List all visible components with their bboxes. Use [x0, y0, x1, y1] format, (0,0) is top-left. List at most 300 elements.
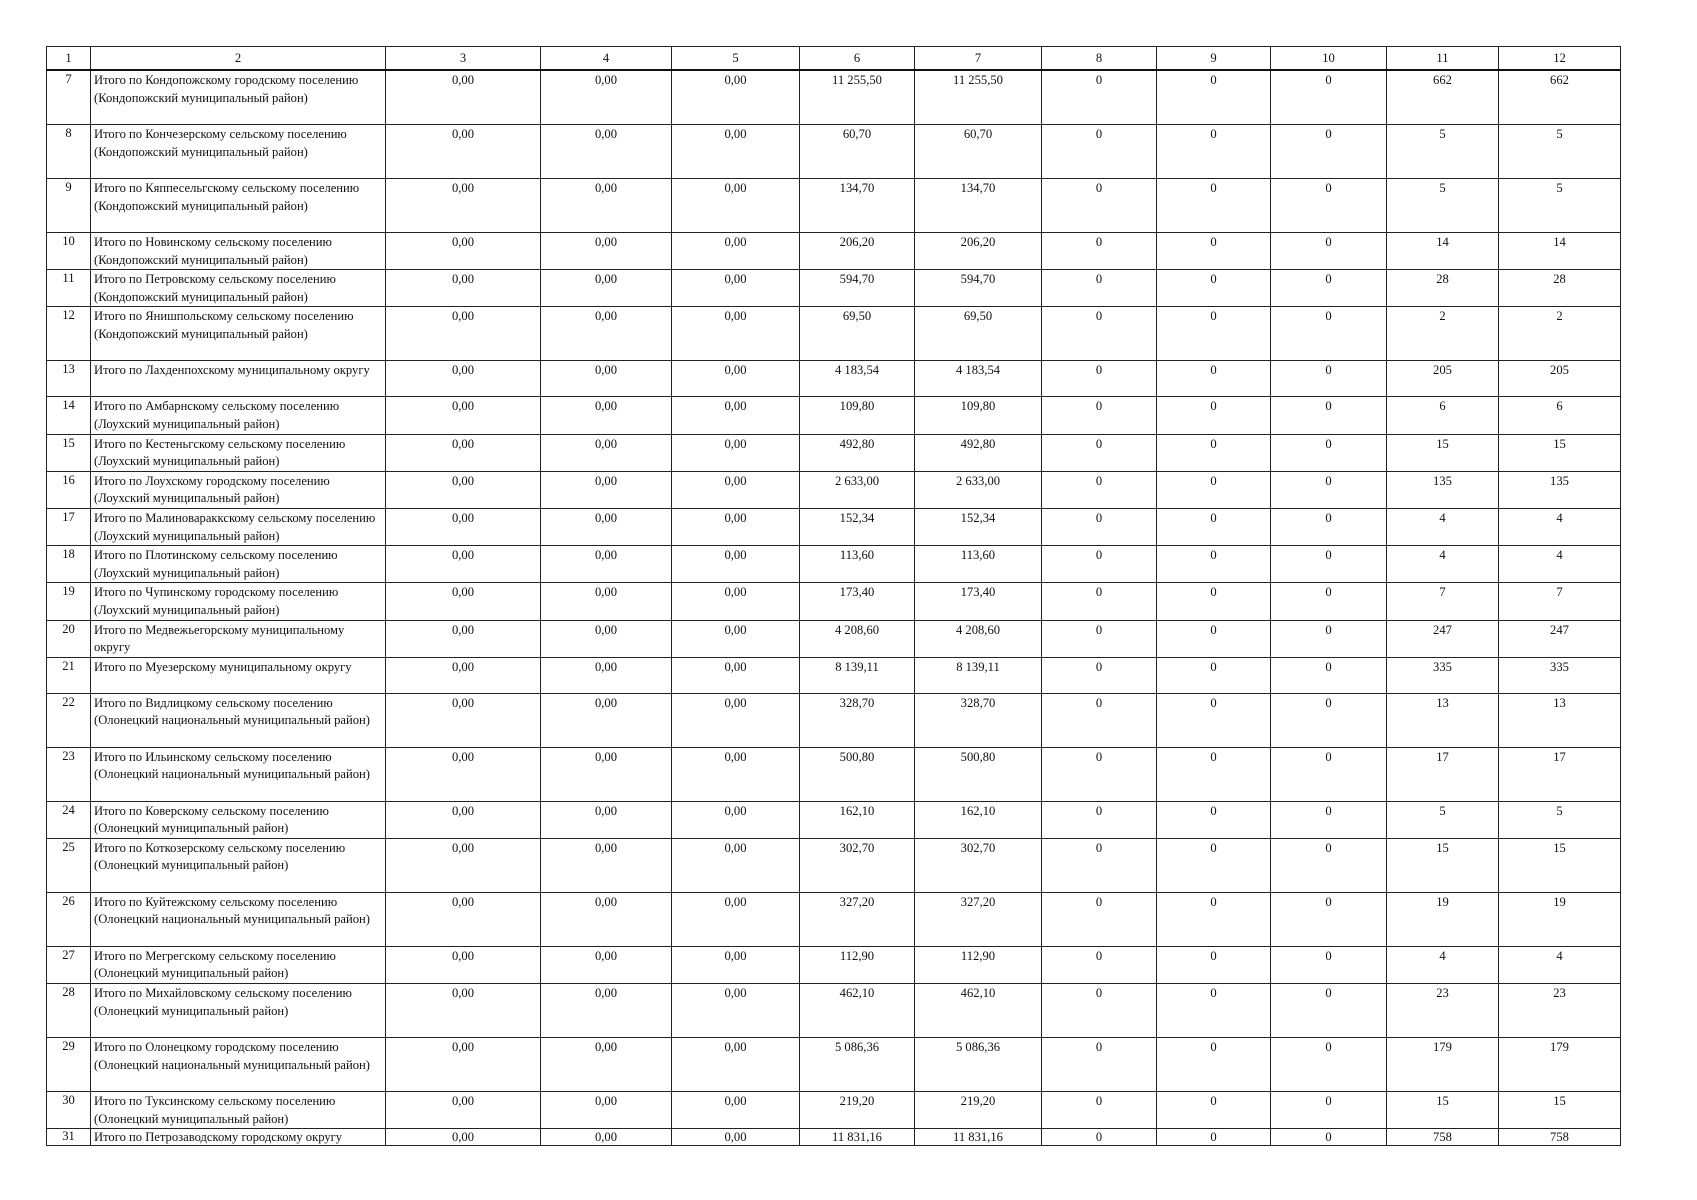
value-cell-c10: 0	[1271, 693, 1387, 747]
value-cell-c12: 335	[1499, 657, 1621, 693]
value-cell-c8: 0	[1042, 471, 1157, 508]
value-cell-c6: 2 633,00	[800, 471, 915, 508]
value-cell-c11: 6	[1387, 397, 1499, 434]
value-cell-c12: 758	[1499, 1129, 1621, 1146]
value-cell-c3: 0,00	[386, 946, 541, 983]
row-number-cell: 28	[47, 984, 91, 1038]
value-cell-c11: 662	[1387, 70, 1499, 125]
row-name-cell: Итого по Кончезерскому сельскому поселению (Кондопожский муниципальный район)	[91, 125, 386, 179]
value-cell-c10: 0	[1271, 620, 1387, 657]
row-number-cell: 21	[47, 657, 91, 693]
value-cell-c6: 8 139,11	[800, 657, 915, 693]
value-cell-c10: 0	[1271, 1038, 1387, 1092]
value-cell-c5: 0,00	[672, 801, 800, 838]
row-name-cell: Итого по Туксинскому сельскому поселению (Олонецкий муниципальный район)	[91, 1092, 386, 1129]
value-cell-c3: 0,00	[386, 307, 541, 361]
row-number-cell: 24	[47, 801, 91, 838]
column-number: 9	[1157, 47, 1271, 71]
value-cell-c11: 7	[1387, 583, 1499, 620]
value-cell-c7: 500,80	[915, 747, 1042, 801]
value-cell-c10: 0	[1271, 471, 1387, 508]
table-row	[47, 546, 1621, 583]
value-cell-c11: 13	[1387, 693, 1499, 747]
value-cell-c5: 0,00	[672, 747, 800, 801]
value-cell-c10: 0	[1271, 546, 1387, 583]
value-cell-c3: 0,00	[386, 747, 541, 801]
table-row	[47, 1129, 1621, 1146]
value-cell-c8: 0	[1042, 361, 1157, 397]
value-cell-c6: 69,50	[800, 307, 915, 361]
value-cell-c5: 0,00	[672, 1129, 800, 1146]
table-row	[47, 125, 1621, 179]
value-cell-c9: 0	[1157, 508, 1271, 545]
row-number-cell: 7	[47, 70, 91, 125]
value-cell-c12: 5	[1499, 801, 1621, 838]
row-name-cell: Итого по Янишпольскому сельскому поселению (Кондопожский муниципальный район)	[91, 307, 386, 361]
value-cell-c11: 19	[1387, 892, 1499, 946]
value-cell-c11: 2	[1387, 307, 1499, 361]
value-cell-c6: 594,70	[800, 270, 915, 307]
value-cell-c12: 2	[1499, 307, 1621, 361]
value-cell-c3: 0,00	[386, 1038, 541, 1092]
value-cell-c7: 109,80	[915, 397, 1042, 434]
value-cell-c10: 0	[1271, 747, 1387, 801]
value-cell-c11: 23	[1387, 984, 1499, 1038]
row-number-cell: 25	[47, 838, 91, 892]
value-cell-c12: 17	[1499, 747, 1621, 801]
row-name-cell: Итого по Муезерскому муниципальному округу	[91, 657, 386, 693]
value-cell-c6: 162,10	[800, 801, 915, 838]
table-row	[47, 583, 1621, 620]
value-cell-c8: 0	[1042, 270, 1157, 307]
value-cell-c8: 0	[1042, 508, 1157, 545]
row-number-cell: 17	[47, 508, 91, 545]
row-number-cell: 27	[47, 946, 91, 983]
value-cell-c10: 0	[1271, 179, 1387, 233]
value-cell-c7: 162,10	[915, 801, 1042, 838]
value-cell-c3: 0,00	[386, 397, 541, 434]
value-cell-c3: 0,00	[386, 70, 541, 125]
value-cell-c7: 4 183,54	[915, 361, 1042, 397]
value-cell-c6: 5 086,36	[800, 1038, 915, 1092]
value-cell-c7: 5 086,36	[915, 1038, 1042, 1092]
value-cell-c12: 205	[1499, 361, 1621, 397]
table-row	[47, 307, 1621, 361]
value-cell-c9: 0	[1157, 434, 1271, 471]
value-cell-c7: 69,50	[915, 307, 1042, 361]
value-cell-c6: 492,80	[800, 434, 915, 471]
value-cell-c8: 0	[1042, 838, 1157, 892]
value-cell-c4: 0,00	[541, 307, 672, 361]
value-cell-c3: 0,00	[386, 892, 541, 946]
value-cell-c10: 0	[1271, 657, 1387, 693]
table-row	[47, 270, 1621, 307]
value-cell-c12: 662	[1499, 70, 1621, 125]
value-cell-c3: 0,00	[386, 657, 541, 693]
value-cell-c10: 0	[1271, 434, 1387, 471]
value-cell-c11: 15	[1387, 838, 1499, 892]
row-name-cell: Итого по Лахденпохскому муниципальному округу	[91, 361, 386, 397]
value-cell-c9: 0	[1157, 307, 1271, 361]
value-cell-c9: 0	[1157, 946, 1271, 983]
value-cell-c9: 0	[1157, 179, 1271, 233]
value-cell-c11: 4	[1387, 946, 1499, 983]
column-number: 5	[672, 47, 800, 71]
value-cell-c4: 0,00	[541, 801, 672, 838]
value-cell-c5: 0,00	[672, 984, 800, 1038]
column-number: 8	[1042, 47, 1157, 71]
value-cell-c8: 0	[1042, 1092, 1157, 1129]
value-cell-c10: 0	[1271, 70, 1387, 125]
value-cell-c9: 0	[1157, 583, 1271, 620]
table-row	[47, 693, 1621, 747]
table-row	[47, 946, 1621, 983]
value-cell-c7: 2 633,00	[915, 471, 1042, 508]
column-number: 12	[1499, 47, 1621, 71]
row-name-cell: Итого по Петровскому сельскому поселению (Кондопожский муниципальный район)	[91, 270, 386, 307]
value-cell-c8: 0	[1042, 1038, 1157, 1092]
row-name-cell: Итого по Кестеньгскому сельскому поселению (Лоухский муниципальный район)	[91, 434, 386, 471]
value-cell-c9: 0	[1157, 620, 1271, 657]
value-cell-c9: 0	[1157, 747, 1271, 801]
value-cell-c12: 13	[1499, 693, 1621, 747]
value-cell-c5: 0,00	[672, 838, 800, 892]
table-row	[47, 471, 1621, 508]
value-cell-c9: 0	[1157, 1038, 1271, 1092]
value-cell-c7: 462,10	[915, 984, 1042, 1038]
row-name-cell: Итого по Лоухскому городскому поселению (Лоухский муниципальный район)	[91, 471, 386, 508]
row-name-cell: Итого по Чупинскому городскому поселению (Лоухский муниципальный район)	[91, 583, 386, 620]
value-cell-c11: 5	[1387, 125, 1499, 179]
column-number: 1	[47, 47, 91, 71]
value-cell-c8: 0	[1042, 70, 1157, 125]
value-cell-c5: 0,00	[672, 270, 800, 307]
column-number: 3	[386, 47, 541, 71]
value-cell-c4: 0,00	[541, 693, 672, 747]
value-cell-c7: 173,40	[915, 583, 1042, 620]
row-number-cell: 14	[47, 397, 91, 434]
value-cell-c6: 112,90	[800, 946, 915, 983]
value-cell-c9: 0	[1157, 546, 1271, 583]
value-cell-c5: 0,00	[672, 583, 800, 620]
value-cell-c4: 0,00	[541, 361, 672, 397]
value-cell-c7: 113,60	[915, 546, 1042, 583]
value-cell-c9: 0	[1157, 397, 1271, 434]
row-number-cell: 15	[47, 434, 91, 471]
value-cell-c6: 462,10	[800, 984, 915, 1038]
column-number: 10	[1271, 47, 1387, 71]
value-cell-c4: 0,00	[541, 747, 672, 801]
table-row	[47, 508, 1621, 545]
table-row	[47, 397, 1621, 434]
value-cell-c5: 0,00	[672, 1038, 800, 1092]
value-cell-c10: 0	[1271, 984, 1387, 1038]
value-cell-c9: 0	[1157, 270, 1271, 307]
value-cell-c12: 5	[1499, 125, 1621, 179]
value-cell-c9: 0	[1157, 801, 1271, 838]
value-cell-c6: 219,20	[800, 1092, 915, 1129]
table-row	[47, 179, 1621, 233]
value-cell-c10: 0	[1271, 361, 1387, 397]
table-row	[47, 361, 1621, 397]
value-cell-c10: 0	[1271, 892, 1387, 946]
value-cell-c7: 594,70	[915, 270, 1042, 307]
row-number-cell: 23	[47, 747, 91, 801]
value-cell-c8: 0	[1042, 233, 1157, 270]
value-cell-c6: 113,60	[800, 546, 915, 583]
value-cell-c9: 0	[1157, 657, 1271, 693]
value-cell-c5: 0,00	[672, 657, 800, 693]
value-cell-c11: 135	[1387, 471, 1499, 508]
value-cell-c8: 0	[1042, 657, 1157, 693]
table-row	[47, 657, 1621, 693]
value-cell-c12: 6	[1499, 397, 1621, 434]
value-cell-c12: 28	[1499, 270, 1621, 307]
value-cell-c8: 0	[1042, 125, 1157, 179]
table-row	[47, 70, 1621, 125]
value-cell-c6: 327,20	[800, 892, 915, 946]
row-number-cell: 11	[47, 270, 91, 307]
value-cell-c4: 0,00	[541, 1038, 672, 1092]
row-name-cell: Итого по Видлицкому сельскому поселению (Олонецкий национальный муниципальный район)	[91, 693, 386, 747]
value-cell-c7: 327,20	[915, 892, 1042, 946]
column-number: 6	[800, 47, 915, 71]
row-name-cell: Итого по Олонецкому городскому поселению (Олонецкий национальный муниципальный район)	[91, 1038, 386, 1092]
value-cell-c10: 0	[1271, 801, 1387, 838]
value-cell-c7: 4 208,60	[915, 620, 1042, 657]
value-cell-c12: 247	[1499, 620, 1621, 657]
value-cell-c9: 0	[1157, 838, 1271, 892]
data-table	[46, 46, 1621, 1146]
value-cell-c12: 179	[1499, 1038, 1621, 1092]
value-cell-c8: 0	[1042, 620, 1157, 657]
table-row	[47, 1092, 1621, 1129]
table-row	[47, 984, 1621, 1038]
value-cell-c4: 0,00	[541, 270, 672, 307]
value-cell-c3: 0,00	[386, 179, 541, 233]
value-cell-c10: 0	[1271, 307, 1387, 361]
value-cell-c12: 15	[1499, 1092, 1621, 1129]
value-cell-c6: 173,40	[800, 583, 915, 620]
value-cell-c7: 492,80	[915, 434, 1042, 471]
value-cell-c3: 0,00	[386, 361, 541, 397]
value-cell-c5: 0,00	[672, 125, 800, 179]
value-cell-c12: 4	[1499, 546, 1621, 583]
value-cell-c12: 23	[1499, 984, 1621, 1038]
table-row	[47, 838, 1621, 892]
table-body	[47, 47, 1621, 1146]
value-cell-c9: 0	[1157, 984, 1271, 1038]
value-cell-c3: 0,00	[386, 508, 541, 545]
row-name-cell: Итого по Коверскому сельскому поселению (Олонецкий муниципальный район)	[91, 801, 386, 838]
value-cell-c8: 0	[1042, 801, 1157, 838]
value-cell-c4: 0,00	[541, 397, 672, 434]
value-cell-c3: 0,00	[386, 801, 541, 838]
value-cell-c10: 0	[1271, 508, 1387, 545]
value-cell-c11: 17	[1387, 747, 1499, 801]
value-cell-c8: 0	[1042, 434, 1157, 471]
value-cell-c5: 0,00	[672, 1092, 800, 1129]
value-cell-c11: 15	[1387, 434, 1499, 471]
row-number-cell: 18	[47, 546, 91, 583]
row-number-cell: 30	[47, 1092, 91, 1129]
row-number-cell: 29	[47, 1038, 91, 1092]
value-cell-c8: 0	[1042, 583, 1157, 620]
column-number: 11	[1387, 47, 1499, 71]
value-cell-c9: 0	[1157, 70, 1271, 125]
value-cell-c5: 0,00	[672, 620, 800, 657]
value-cell-c10: 0	[1271, 583, 1387, 620]
value-cell-c4: 0,00	[541, 984, 672, 1038]
value-cell-c10: 0	[1271, 233, 1387, 270]
value-cell-c6: 500,80	[800, 747, 915, 801]
value-cell-c7: 60,70	[915, 125, 1042, 179]
value-cell-c4: 0,00	[541, 125, 672, 179]
value-cell-c12: 4	[1499, 946, 1621, 983]
value-cell-c4: 0,00	[541, 946, 672, 983]
value-cell-c4: 0,00	[541, 434, 672, 471]
column-number: 4	[541, 47, 672, 71]
column-number-row	[47, 47, 1621, 71]
value-cell-c4: 0,00	[541, 233, 672, 270]
value-cell-c5: 0,00	[672, 508, 800, 545]
column-number: 2	[91, 47, 386, 71]
value-cell-c6: 11 831,16	[800, 1129, 915, 1146]
value-cell-c8: 0	[1042, 984, 1157, 1038]
value-cell-c7: 206,20	[915, 233, 1042, 270]
value-cell-c5: 0,00	[672, 70, 800, 125]
row-number-cell: 20	[47, 620, 91, 657]
value-cell-c6: 302,70	[800, 838, 915, 892]
value-cell-c3: 0,00	[386, 838, 541, 892]
row-name-cell: Итого по Петрозаводскому городскому округу	[91, 1129, 386, 1146]
value-cell-c5: 0,00	[672, 892, 800, 946]
value-cell-c12: 15	[1499, 838, 1621, 892]
value-cell-c4: 0,00	[541, 620, 672, 657]
value-cell-c10: 0	[1271, 838, 1387, 892]
value-cell-c5: 0,00	[672, 434, 800, 471]
row-name-cell: Итого по Малиновараккскому сельскому поселению (Лоухский муниципальный район)	[91, 508, 386, 545]
value-cell-c9: 0	[1157, 125, 1271, 179]
value-cell-c6: 109,80	[800, 397, 915, 434]
row-number-cell: 16	[47, 471, 91, 508]
value-cell-c10: 0	[1271, 1092, 1387, 1129]
row-name-cell: Итого по Новинскому сельскому поселению (Кондопожский муниципальный район)	[91, 233, 386, 270]
value-cell-c12: 135	[1499, 471, 1621, 508]
row-number-cell: 31	[47, 1129, 91, 1146]
value-cell-c8: 0	[1042, 1129, 1157, 1146]
value-cell-c11: 179	[1387, 1038, 1499, 1092]
value-cell-c10: 0	[1271, 946, 1387, 983]
value-cell-c9: 0	[1157, 693, 1271, 747]
value-cell-c3: 0,00	[386, 233, 541, 270]
value-cell-c8: 0	[1042, 747, 1157, 801]
value-cell-c12: 14	[1499, 233, 1621, 270]
row-name-cell: Итого по Коткозерскому сельскому поселению (Олонецкий муниципальный район)	[91, 838, 386, 892]
value-cell-c9: 0	[1157, 892, 1271, 946]
value-cell-c11: 4	[1387, 508, 1499, 545]
row-name-cell: Итого по Амбарнскому сельскому поселению (Лоухский муниципальный район)	[91, 397, 386, 434]
row-number-cell: 19	[47, 583, 91, 620]
row-number-cell: 13	[47, 361, 91, 397]
row-name-cell: Итого по Кяппесельгскому сельскому поселению (Кондопожский муниципальный район)	[91, 179, 386, 233]
value-cell-c5: 0,00	[672, 179, 800, 233]
value-cell-c11: 14	[1387, 233, 1499, 270]
value-cell-c8: 0	[1042, 307, 1157, 361]
value-cell-c11: 5	[1387, 179, 1499, 233]
value-cell-c5: 0,00	[672, 471, 800, 508]
row-name-cell: Итого по Мегрегскому сельскому поселению (Олонецкий муниципальный район)	[91, 946, 386, 983]
value-cell-c3: 0,00	[386, 471, 541, 508]
value-cell-c3: 0,00	[386, 984, 541, 1038]
value-cell-c3: 0,00	[386, 1129, 541, 1146]
column-number: 7	[915, 47, 1042, 71]
value-cell-c4: 0,00	[541, 892, 672, 946]
value-cell-c6: 4 183,54	[800, 361, 915, 397]
value-cell-c3: 0,00	[386, 583, 541, 620]
value-cell-c10: 0	[1271, 397, 1387, 434]
row-name-cell: Итого по Медвежьегорскому муниципальному округу	[91, 620, 386, 657]
value-cell-c4: 0,00	[541, 546, 672, 583]
row-number-cell: 9	[47, 179, 91, 233]
value-cell-c12: 5	[1499, 179, 1621, 233]
value-cell-c4: 0,00	[541, 838, 672, 892]
row-number-cell: 26	[47, 892, 91, 946]
value-cell-c4: 0,00	[541, 583, 672, 620]
row-name-cell: Итого по Кондопожскому городскому поселению (Кондопожский муниципальный район)	[91, 70, 386, 125]
value-cell-c6: 4 208,60	[800, 620, 915, 657]
value-cell-c4: 0,00	[541, 508, 672, 545]
row-number-cell: 22	[47, 693, 91, 747]
value-cell-c3: 0,00	[386, 270, 541, 307]
value-cell-c6: 134,70	[800, 179, 915, 233]
value-cell-c10: 0	[1271, 1129, 1387, 1146]
value-cell-c8: 0	[1042, 397, 1157, 434]
value-cell-c11: 5	[1387, 801, 1499, 838]
value-cell-c6: 60,70	[800, 125, 915, 179]
table-row	[47, 1038, 1621, 1092]
row-name-cell: Итого по Плотинскому сельскому поселению (Лоухский муниципальный район)	[91, 546, 386, 583]
table-row	[47, 747, 1621, 801]
value-cell-c5: 0,00	[672, 546, 800, 583]
value-cell-c12: 15	[1499, 434, 1621, 471]
row-name-cell: Итого по Ильинскому сельскому поселению (Олонецкий национальный муниципальный район)	[91, 747, 386, 801]
value-cell-c7: 11 831,16	[915, 1129, 1042, 1146]
row-name-cell: Итого по Куйтежскому сельскому поселению (Олонецкий национальный муниципальный район)	[91, 892, 386, 946]
value-cell-c3: 0,00	[386, 1092, 541, 1129]
value-cell-c5: 0,00	[672, 693, 800, 747]
value-cell-c8: 0	[1042, 693, 1157, 747]
row-name-cell: Итого по Михайловскому сельскому поселению (Олонецкий муниципальный район)	[91, 984, 386, 1038]
value-cell-c4: 0,00	[541, 471, 672, 508]
value-cell-c9: 0	[1157, 361, 1271, 397]
value-cell-c7: 328,70	[915, 693, 1042, 747]
value-cell-c11: 247	[1387, 620, 1499, 657]
value-cell-c4: 0,00	[541, 1129, 672, 1146]
value-cell-c9: 0	[1157, 233, 1271, 270]
value-cell-c5: 0,00	[672, 946, 800, 983]
value-cell-c7: 112,90	[915, 946, 1042, 983]
value-cell-c5: 0,00	[672, 233, 800, 270]
value-cell-c11: 205	[1387, 361, 1499, 397]
table-row	[47, 801, 1621, 838]
value-cell-c3: 0,00	[386, 620, 541, 657]
value-cell-c9: 0	[1157, 1129, 1271, 1146]
value-cell-c12: 7	[1499, 583, 1621, 620]
value-cell-c3: 0,00	[386, 546, 541, 583]
value-cell-c8: 0	[1042, 179, 1157, 233]
value-cell-c7: 11 255,50	[915, 70, 1042, 125]
